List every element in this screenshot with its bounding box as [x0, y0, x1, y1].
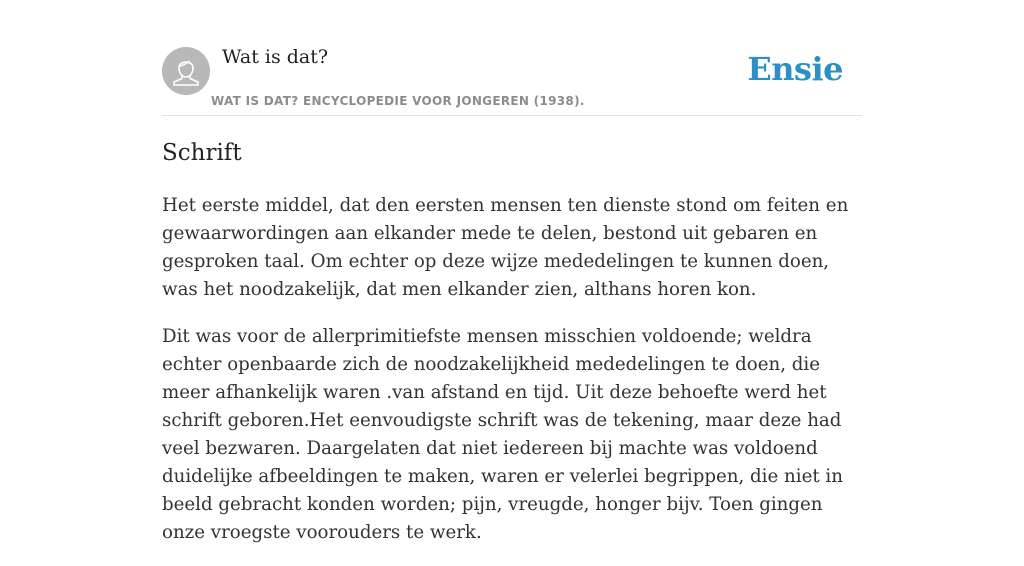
article-title: Schrift	[162, 140, 242, 166]
source-header	[162, 0, 862, 116]
page	[162, 0, 862, 543]
avatar[interactable]	[162, 47, 210, 95]
article-body	[162, 192, 862, 566]
brand-logo[interactable]: Ensie	[747, 50, 843, 88]
paragraph: Dit was voor de allerprimitiefste mensen misschien voldoende; weldra echter openbaarde zich de noodzakelijkheid mededelingen te doen, die meer afhankelijk waren .van afstand en tijd. Uit deze behoefte werd het schrift geboren.Het eenvoudigste schrift was de tekening, maar deze had veel bezwaren. Daargelaten dat niet iedereen bij machte was voldoend duidelijke afbeeldingen te maken, waren er velerlei begrippen, die niet in beeld gebracht konden worden; pijn, vreugde, honger bijv. Toen gingen onze vroegste voorouders te werk.	[162, 326, 843, 543]
user-icon	[162, 47, 210, 95]
source-subtitle: WAT IS DAT? ENCYCLOPEDIE VOOR JONGEREN (1938).	[211, 94, 585, 108]
source-title-link[interactable]: Wat is dat?	[222, 46, 329, 68]
paragraph: Het eerste middel, dat den eersten mensen ten dienste stond om feiten en gewaarwordingen aan elkander mede te delen, bestond uit gebaren en gesproken taal. Om echter op deze wijze mededelingen te kunnen doen, was het noodzakelijk, dat men elkander zien, althans horen kon.	[162, 195, 849, 300]
